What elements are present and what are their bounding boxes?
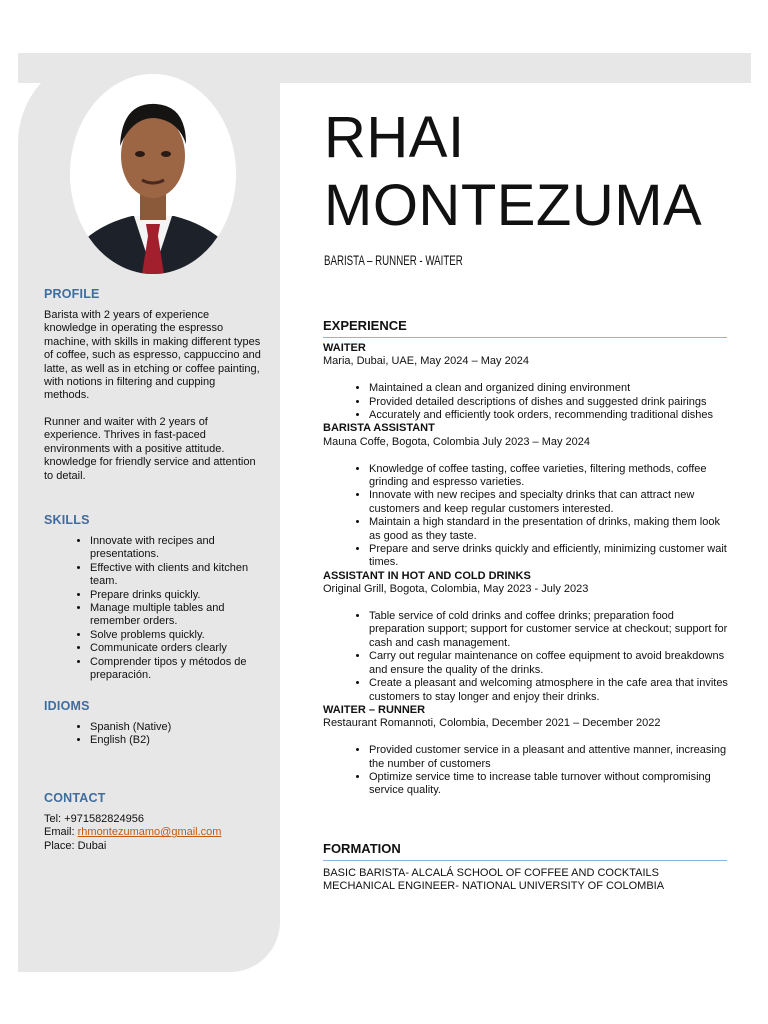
profile-paragraph-2: Runner and waiter with 2 years of experience. Thrives in fast-paced environments with a positive attitude. knowledge for friendly service and attention to detail.: [44, 416, 256, 482]
job-bullet: • Maintained a clean and organized dining environment: [369, 382, 731, 395]
name-last: MONTEZUMA: [324, 173, 703, 238]
skill-item: • Comprender tipos y métodos de preparación.: [90, 656, 266, 683]
skill-item: • Innovate with recipes and presentations.: [90, 535, 266, 562]
profile-heading: PROFILE: [44, 287, 100, 301]
experience-list: [323, 342, 731, 798]
contact-email-line: [44, 826, 262, 839]
job-bullets: [323, 744, 731, 798]
name-first: RHAI: [324, 105, 465, 170]
skill-item: • Solve problems quickly.: [90, 629, 266, 642]
job-bullet: • Innovate with new recipes and specialty drinks that can attract new customers and keep regular customers interested.: [369, 489, 731, 516]
job-entry: [323, 570, 731, 704]
contact-email-label: Email:: [44, 826, 78, 839]
job-bullet: • Provided customer service in a pleasant and attentive manner, increasing the number of customers: [369, 744, 731, 771]
job-entry: [323, 422, 731, 569]
profile-photo: [70, 74, 236, 274]
job-bullets: [323, 610, 731, 704]
contact-heading: CONTACT: [44, 791, 106, 805]
job-bullets: [323, 382, 731, 422]
contact-phone: Tel: +971582824956: [44, 813, 145, 825]
job-bullet: • Prepare and serve drinks quickly and efficiently, minimizing customer wait times.: [369, 543, 731, 570]
formation-item: BASIC BARISTA- ALCALÁ SCHOOL OF COFFEE AND COCKTAILS: [323, 867, 659, 879]
job-bullet: • Knowledge of coffee tasting, coffee varieties, filtering methods, coffee grinding and espresso varieties.: [369, 463, 731, 490]
idioms-list: [44, 721, 266, 748]
formation-item: MECHANICAL ENGINEER- NATIONAL UNIVERSITY OF COLOMBIA: [323, 880, 665, 893]
idiom-item: • Spanish (Native): [90, 721, 266, 734]
job-meta: Restaurant Romannoti, Colombia, December 2021 – December 2022: [323, 717, 661, 730]
job-entry: [323, 342, 731, 422]
portrait-illustration: [70, 74, 236, 274]
job-meta: Maria, Dubai, UAE, May 2024 – May 2024: [323, 355, 530, 368]
job-title: ASSISTANT IN HOT AND COLD DRINKS: [323, 569, 531, 582]
job-bullet: • Table service of cold drinks and coffee drinks; preparation food preparation support; support for customer service at checkout; support for cash and cash management.: [369, 610, 731, 650]
job-bullet: • Accurately and efficiently took orders, recommending traditional dishes: [369, 409, 731, 422]
formation-heading: FORMATION: [323, 841, 727, 861]
contact-place: Place: Dubai: [44, 839, 107, 852]
job-entry: [323, 704, 731, 798]
job-bullet: • Carry out regular maintenance on coffee equipment to avoid breakdowns and ensure the quality of the drinks.: [369, 650, 731, 677]
job-title: WAITER – RUNNER: [323, 703, 426, 716]
skills-heading: SKILLS: [44, 513, 90, 527]
job-bullet: • Provided detailed descriptions of dishes and suggested drink pairings: [369, 396, 731, 409]
experience-heading: EXPERIENCE: [323, 318, 727, 338]
skill-item: • Communicate orders clearly: [90, 642, 266, 655]
skill-item: • Effective with clients and kitchen team.: [90, 562, 266, 589]
job-bullets: [323, 463, 731, 570]
skills-list: [44, 535, 266, 682]
candidate-name: [324, 104, 702, 240]
contact-email-link[interactable]: rhmontezumamo@gmail.com: [77, 826, 222, 839]
profile-paragraph-1: Barista with 2 years of experience knowledge in operating the espresso machine, with skills in making different types of coffee, such as espresso, cappuccino and latte, as well as in etching or coffee painting, with notions in filtering and cupping methods.: [44, 309, 261, 402]
skill-item: • Prepare drinks quickly.: [90, 589, 266, 602]
job-bullet: • Optimize service time to increase table turnover without compromising service quality.: [369, 771, 731, 798]
job-title: WAITER: [323, 342, 366, 354]
idioms-heading: IDIOMS: [44, 699, 90, 713]
job-meta: Original Grill, Bogota, Colombia, May 2023 - July 2023: [323, 583, 589, 596]
job-title: BARISTA ASSISTANT: [323, 422, 435, 435]
formation-list: [323, 867, 731, 894]
job-bullet: • Maintain a high standard in the presentation of drinks, making them look as good as they taste.: [369, 516, 731, 543]
skill-item: • Manage multiple tables and remember orders.: [90, 602, 266, 629]
contact-block: [44, 813, 262, 853]
job-bullet: • Create a pleasant and welcoming atmosphere in the cafe area that invites customers to stay longer and enjoy their drinks.: [369, 677, 731, 704]
candidate-subtitle: BARISTA – RUNNER - WAITER: [324, 253, 463, 268]
idiom-item: • English (B2): [90, 734, 266, 747]
job-meta: Mauna Coffe, Bogota, Colombia July 2023 – May 2024: [323, 435, 591, 448]
